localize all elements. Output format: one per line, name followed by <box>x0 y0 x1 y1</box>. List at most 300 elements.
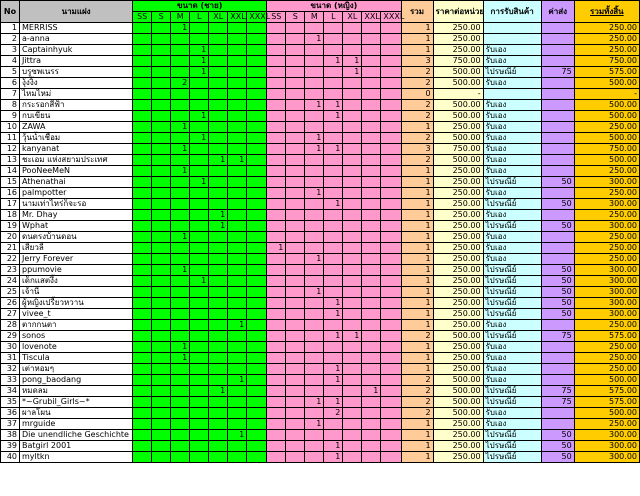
female-size-cell[interactable] <box>343 364 362 375</box>
male-size-cell[interactable] <box>152 56 171 67</box>
grand-total-cell[interactable]: 250.00 <box>574 254 639 265</box>
total-cell[interactable]: 1 <box>401 320 433 331</box>
female-size-cell[interactable] <box>305 364 324 375</box>
female-size-cell[interactable] <box>305 265 324 276</box>
delivery-cell[interactable]: ไปรษณีย์ <box>483 441 541 452</box>
male-size-cell[interactable]: 1 <box>190 56 209 67</box>
male-size-cell[interactable] <box>247 375 267 386</box>
male-size-cell[interactable] <box>133 342 152 353</box>
name-cell[interactable]: pong_baodang <box>20 375 133 386</box>
female-size-cell[interactable] <box>267 221 286 232</box>
female-size-cell[interactable] <box>343 243 362 254</box>
male-size-cell[interactable] <box>152 78 171 89</box>
price-cell[interactable]: 250.00 <box>433 364 483 375</box>
female-size-cell[interactable]: 1 <box>305 100 324 111</box>
shipping-cell[interactable] <box>541 155 574 166</box>
female-size-cell[interactable] <box>381 441 401 452</box>
female-size-cell[interactable]: 1 <box>305 287 324 298</box>
female-size-cell[interactable] <box>343 397 362 408</box>
female-size-cell[interactable] <box>381 45 401 56</box>
delivery-cell[interactable]: ไปรษณีย์ <box>483 452 541 463</box>
female-size-cell[interactable] <box>286 89 305 100</box>
female-size-cell[interactable] <box>362 254 381 265</box>
total-cell[interactable]: 1 <box>401 45 433 56</box>
female-size-cell[interactable] <box>267 210 286 221</box>
male-size-cell[interactable] <box>190 309 209 320</box>
male-size-cell[interactable] <box>228 199 247 210</box>
shipping-cell[interactable] <box>541 419 574 430</box>
delivery-cell[interactable]: ไปรษณีย์ <box>483 331 541 342</box>
male-size-cell[interactable]: 1 <box>209 221 228 232</box>
name-cell[interactable]: lovenote <box>20 342 133 353</box>
female-size-cell[interactable] <box>324 232 343 243</box>
male-size-cell[interactable] <box>247 265 267 276</box>
total-cell[interactable]: 1 <box>401 276 433 287</box>
female-size-cell[interactable] <box>305 298 324 309</box>
row-number-cell[interactable]: 37 <box>1 419 20 430</box>
delivery-cell[interactable]: ไปรษณีย์ <box>483 265 541 276</box>
female-size-cell[interactable] <box>362 265 381 276</box>
row-number-cell[interactable]: 8 <box>1 100 20 111</box>
male-size-cell[interactable] <box>152 89 171 100</box>
female-size-cell[interactable] <box>362 155 381 166</box>
row-number-cell[interactable]: 21 <box>1 243 20 254</box>
female-size-cell[interactable] <box>305 111 324 122</box>
price-cell[interactable]: 250.00 <box>433 210 483 221</box>
male-size-cell[interactable] <box>247 342 267 353</box>
female-size-cell[interactable]: 1 <box>305 188 324 199</box>
grand-total-cell[interactable]: 250.00 <box>574 34 639 45</box>
male-size-cell[interactable] <box>209 430 228 441</box>
male-size-cell[interactable] <box>209 331 228 342</box>
female-size-cell[interactable] <box>362 133 381 144</box>
female-size-cell[interactable] <box>324 342 343 353</box>
female-size-cell[interactable] <box>267 342 286 353</box>
male-size-cell[interactable] <box>247 122 267 133</box>
male-size-cell[interactable] <box>133 45 152 56</box>
female-size-cell[interactable] <box>267 419 286 430</box>
male-size-cell[interactable] <box>209 133 228 144</box>
female-size-cell[interactable] <box>305 122 324 133</box>
male-size-cell[interactable] <box>228 177 247 188</box>
male-size-cell[interactable] <box>152 133 171 144</box>
male-size-cell[interactable] <box>133 441 152 452</box>
row-number-cell[interactable]: 10 <box>1 122 20 133</box>
female-size-cell[interactable] <box>324 78 343 89</box>
female-size-cell[interactable] <box>286 188 305 199</box>
name-cell[interactable]: ZAWA <box>20 122 133 133</box>
female-size-cell[interactable] <box>324 221 343 232</box>
male-size-cell[interactable] <box>171 243 190 254</box>
total-cell[interactable]: 1 <box>401 232 433 243</box>
male-size-cell[interactable] <box>190 265 209 276</box>
female-size-cell[interactable] <box>381 342 401 353</box>
male-size-cell[interactable]: 1 <box>228 375 247 386</box>
row-number-cell[interactable]: 16 <box>1 188 20 199</box>
female-size-cell[interactable] <box>381 34 401 45</box>
header-price[interactable]: ราคาต่อหน่วย <box>433 1 483 23</box>
female-size-cell[interactable] <box>267 45 286 56</box>
total-cell[interactable]: 1 <box>401 34 433 45</box>
male-size-cell[interactable] <box>152 298 171 309</box>
shipping-cell[interactable]: 50 <box>541 287 574 298</box>
female-size-cell[interactable] <box>362 56 381 67</box>
female-size-cell[interactable] <box>267 122 286 133</box>
row-number-cell[interactable]: 9 <box>1 111 20 122</box>
male-size-cell[interactable] <box>247 89 267 100</box>
male-size-cell[interactable] <box>209 364 228 375</box>
row-number-cell[interactable]: 19 <box>1 221 20 232</box>
male-size-cell[interactable] <box>228 419 247 430</box>
delivery-cell[interactable]: ไปรษณีย์ <box>483 199 541 210</box>
total-cell[interactable]: 2 <box>401 386 433 397</box>
female-size-cell[interactable] <box>343 430 362 441</box>
total-cell[interactable]: 3 <box>401 144 433 155</box>
male-size-cell[interactable] <box>133 100 152 111</box>
female-size-cell[interactable] <box>381 221 401 232</box>
female-size-cell[interactable] <box>286 155 305 166</box>
delivery-cell[interactable]: รับเอง <box>483 353 541 364</box>
female-size-cell[interactable] <box>305 452 324 463</box>
female-size-cell[interactable]: 1 <box>362 386 381 397</box>
grand-total-cell[interactable]: 575.00 <box>574 397 639 408</box>
male-size-cell[interactable] <box>133 397 152 408</box>
grand-total-cell[interactable]: 250.00 <box>574 364 639 375</box>
female-size-cell[interactable] <box>286 441 305 452</box>
shipping-cell[interactable] <box>541 89 574 100</box>
female-size-cell[interactable] <box>343 133 362 144</box>
male-size-header[interactable]: L <box>190 12 209 23</box>
price-cell[interactable]: 250.00 <box>433 265 483 276</box>
female-size-cell[interactable]: 1 <box>324 56 343 67</box>
male-size-cell[interactable] <box>152 441 171 452</box>
male-size-cell[interactable] <box>152 265 171 276</box>
female-size-cell[interactable] <box>267 133 286 144</box>
female-size-cell[interactable] <box>381 166 401 177</box>
name-cell[interactable]: ppumovie <box>20 265 133 276</box>
shipping-cell[interactable] <box>541 375 574 386</box>
female-size-cell[interactable] <box>343 177 362 188</box>
total-cell[interactable]: 1 <box>401 254 433 265</box>
female-size-cell[interactable]: 1 <box>305 397 324 408</box>
total-cell[interactable]: 2 <box>401 78 433 89</box>
female-size-cell[interactable] <box>362 45 381 56</box>
female-size-header[interactable]: SS <box>267 12 286 23</box>
delivery-cell[interactable] <box>483 89 541 100</box>
delivery-cell[interactable]: รับเอง <box>483 408 541 419</box>
male-size-cell[interactable] <box>152 287 171 298</box>
male-size-cell[interactable] <box>209 309 228 320</box>
female-size-cell[interactable] <box>324 23 343 34</box>
grand-total-cell[interactable]: 300.00 <box>574 276 639 287</box>
total-cell[interactable]: 1 <box>401 23 433 34</box>
total-cell[interactable]: 1 <box>401 177 433 188</box>
name-cell[interactable]: vivee_t <box>20 309 133 320</box>
female-size-cell[interactable] <box>267 232 286 243</box>
male-size-cell[interactable] <box>209 441 228 452</box>
male-size-cell[interactable] <box>209 287 228 298</box>
shipping-cell[interactable] <box>541 342 574 353</box>
male-size-cell[interactable] <box>190 166 209 177</box>
male-size-cell[interactable] <box>247 441 267 452</box>
male-size-cell[interactable] <box>133 254 152 265</box>
name-cell[interactable]: myltkn <box>20 452 133 463</box>
female-size-cell[interactable] <box>286 221 305 232</box>
header-name[interactable]: นามแฝง <box>20 1 133 23</box>
male-size-cell[interactable] <box>209 265 228 276</box>
male-size-cell[interactable] <box>209 111 228 122</box>
grand-total-cell[interactable]: 500.00 <box>574 155 639 166</box>
female-size-cell[interactable] <box>324 287 343 298</box>
female-size-cell[interactable]: 1 <box>324 309 343 320</box>
row-number-cell[interactable]: 30 <box>1 342 20 353</box>
female-size-cell[interactable] <box>324 188 343 199</box>
delivery-cell[interactable]: ไปรษณีย์ <box>483 298 541 309</box>
row-number-cell[interactable]: 1 <box>1 23 20 34</box>
price-cell[interactable]: 250.00 <box>433 122 483 133</box>
shipping-cell[interactable]: 50 <box>541 430 574 441</box>
female-size-cell[interactable] <box>381 155 401 166</box>
female-size-cell[interactable] <box>305 232 324 243</box>
male-size-cell[interactable] <box>247 177 267 188</box>
male-size-cell[interactable] <box>133 34 152 45</box>
male-size-cell[interactable] <box>247 188 267 199</box>
male-size-cell[interactable] <box>190 221 209 232</box>
delivery-cell[interactable]: ไปรษณีย์ <box>483 276 541 287</box>
row-number-cell[interactable]: 26 <box>1 298 20 309</box>
female-size-cell[interactable] <box>362 276 381 287</box>
male-size-cell[interactable] <box>171 199 190 210</box>
male-size-cell[interactable] <box>247 56 267 67</box>
row-number-cell[interactable]: 15 <box>1 177 20 188</box>
grand-total-cell[interactable]: 250.00 <box>574 320 639 331</box>
male-size-cell[interactable] <box>152 320 171 331</box>
female-size-cell[interactable] <box>267 452 286 463</box>
female-size-cell[interactable] <box>305 155 324 166</box>
price-cell[interactable]: 750.00 <box>433 144 483 155</box>
male-size-cell[interactable] <box>133 298 152 309</box>
male-size-cell[interactable] <box>171 100 190 111</box>
female-size-cell[interactable] <box>305 89 324 100</box>
male-size-cell[interactable] <box>209 243 228 254</box>
price-cell[interactable]: 500.00 <box>433 155 483 166</box>
female-size-cell[interactable] <box>343 155 362 166</box>
male-size-cell[interactable] <box>190 232 209 243</box>
female-size-cell[interactable] <box>286 386 305 397</box>
male-size-cell[interactable] <box>247 276 267 287</box>
female-size-cell[interactable] <box>381 243 401 254</box>
total-cell[interactable]: 2 <box>401 111 433 122</box>
row-number-cell[interactable]: 35 <box>1 397 20 408</box>
male-size-cell[interactable] <box>190 122 209 133</box>
male-size-cell[interactable] <box>133 265 152 276</box>
row-number-cell[interactable]: 38 <box>1 430 20 441</box>
male-size-cell[interactable] <box>171 210 190 221</box>
grand-total-cell[interactable]: 500.00 <box>574 78 639 89</box>
male-size-cell[interactable] <box>209 78 228 89</box>
female-size-cell[interactable] <box>343 276 362 287</box>
female-size-cell[interactable] <box>324 67 343 78</box>
male-size-cell[interactable] <box>171 67 190 78</box>
female-size-cell[interactable] <box>362 210 381 221</box>
delivery-cell[interactable]: รับเอง <box>483 133 541 144</box>
female-size-cell[interactable] <box>267 430 286 441</box>
female-size-cell[interactable] <box>362 78 381 89</box>
male-size-cell[interactable] <box>152 375 171 386</box>
row-number-cell[interactable]: 17 <box>1 199 20 210</box>
price-cell[interactable]: 500.00 <box>433 100 483 111</box>
total-cell[interactable]: 1 <box>401 298 433 309</box>
male-size-cell[interactable] <box>228 23 247 34</box>
name-cell[interactable]: บรูซพเนรร <box>20 67 133 78</box>
delivery-cell[interactable]: รับเอง <box>483 342 541 353</box>
price-cell[interactable]: 250.00 <box>433 188 483 199</box>
name-cell[interactable]: Jerry Forever <box>20 254 133 265</box>
female-size-cell[interactable]: 1 <box>324 452 343 463</box>
header-male-sizes[interactable]: ขนาด (ชาย) <box>133 1 267 12</box>
male-size-cell[interactable] <box>171 111 190 122</box>
name-cell[interactable]: PooNeeMeN <box>20 166 133 177</box>
female-size-cell[interactable] <box>362 144 381 155</box>
male-size-cell[interactable]: 1 <box>190 177 209 188</box>
male-size-cell[interactable] <box>152 408 171 419</box>
female-size-cell[interactable] <box>362 441 381 452</box>
price-cell[interactable]: 250.00 <box>433 166 483 177</box>
male-size-cell[interactable] <box>133 287 152 298</box>
shipping-cell[interactable] <box>541 144 574 155</box>
female-size-cell[interactable] <box>381 210 401 221</box>
shipping-cell[interactable]: 50 <box>541 199 574 210</box>
male-size-cell[interactable] <box>152 364 171 375</box>
female-size-cell[interactable] <box>381 89 401 100</box>
price-cell[interactable]: 750.00 <box>433 56 483 67</box>
male-size-cell[interactable] <box>190 144 209 155</box>
shipping-cell[interactable] <box>541 100 574 111</box>
female-size-cell[interactable] <box>267 144 286 155</box>
female-size-cell[interactable] <box>286 287 305 298</box>
female-size-cell[interactable] <box>286 243 305 254</box>
male-size-cell[interactable] <box>152 232 171 243</box>
delivery-cell[interactable]: รับเอง <box>483 111 541 122</box>
male-size-cell[interactable] <box>209 188 228 199</box>
delivery-cell[interactable]: รับเอง <box>483 144 541 155</box>
delivery-cell[interactable]: รับเอง <box>483 100 541 111</box>
male-size-cell[interactable] <box>171 397 190 408</box>
male-size-cell[interactable] <box>152 331 171 342</box>
grand-total-cell[interactable]: 500.00 <box>574 375 639 386</box>
female-size-cell[interactable] <box>381 298 401 309</box>
female-size-cell[interactable]: 1 <box>305 254 324 265</box>
female-size-cell[interactable] <box>267 188 286 199</box>
shipping-cell[interactable]: 50 <box>541 298 574 309</box>
male-size-cell[interactable] <box>171 34 190 45</box>
total-cell[interactable]: 2 <box>401 408 433 419</box>
female-size-cell[interactable] <box>381 397 401 408</box>
male-size-cell[interactable] <box>247 199 267 210</box>
male-size-cell[interactable] <box>190 375 209 386</box>
male-size-cell[interactable] <box>190 100 209 111</box>
shipping-cell[interactable] <box>541 56 574 67</box>
male-size-cell[interactable] <box>228 254 247 265</box>
header-total[interactable]: รวม <box>401 1 433 23</box>
female-size-cell[interactable] <box>267 331 286 342</box>
male-size-cell[interactable] <box>228 243 247 254</box>
delivery-cell[interactable]: รับเอง <box>483 210 541 221</box>
male-size-cell[interactable] <box>209 419 228 430</box>
female-size-cell[interactable] <box>381 133 401 144</box>
total-cell[interactable]: 2 <box>401 331 433 342</box>
total-cell[interactable]: 1 <box>401 342 433 353</box>
female-size-cell[interactable] <box>343 287 362 298</box>
female-size-cell[interactable] <box>362 320 381 331</box>
shipping-cell[interactable]: 75 <box>541 386 574 397</box>
female-size-cell[interactable]: 1 <box>343 67 362 78</box>
price-cell[interactable]: 250.00 <box>433 177 483 188</box>
price-cell[interactable]: 500.00 <box>433 67 483 78</box>
female-size-cell[interactable] <box>305 177 324 188</box>
female-size-cell[interactable] <box>286 133 305 144</box>
delivery-cell[interactable]: ไปรษณีย์ <box>483 177 541 188</box>
male-size-cell[interactable] <box>190 441 209 452</box>
total-cell[interactable]: 1 <box>401 122 433 133</box>
male-size-cell[interactable] <box>133 177 152 188</box>
price-cell[interactable]: 250.00 <box>433 441 483 452</box>
female-size-cell[interactable] <box>381 122 401 133</box>
female-size-cell[interactable] <box>324 276 343 287</box>
name-cell[interactable]: sonos <box>20 331 133 342</box>
female-size-cell[interactable] <box>267 375 286 386</box>
name-cell[interactable]: ผาลโผน <box>20 408 133 419</box>
female-size-cell[interactable] <box>267 287 286 298</box>
total-cell[interactable]: 1 <box>401 210 433 221</box>
price-cell[interactable]: 250.00 <box>433 430 483 441</box>
female-size-cell[interactable] <box>286 45 305 56</box>
shipping-cell[interactable] <box>541 34 574 45</box>
total-cell[interactable]: 2 <box>401 67 433 78</box>
male-size-cell[interactable] <box>152 155 171 166</box>
shipping-cell[interactable] <box>541 243 574 254</box>
female-size-cell[interactable] <box>286 342 305 353</box>
female-size-cell[interactable] <box>267 177 286 188</box>
male-size-cell[interactable] <box>152 188 171 199</box>
row-number-cell[interactable]: 6 <box>1 78 20 89</box>
row-number-cell[interactable]: 29 <box>1 331 20 342</box>
delivery-cell[interactable]: รับเอง <box>483 364 541 375</box>
male-size-cell[interactable] <box>133 364 152 375</box>
female-size-cell[interactable]: 1 <box>324 331 343 342</box>
male-size-cell[interactable] <box>133 430 152 441</box>
male-size-cell[interactable] <box>247 133 267 144</box>
female-size-cell[interactable]: 1 <box>324 397 343 408</box>
male-size-cell[interactable] <box>190 331 209 342</box>
female-size-cell[interactable] <box>267 199 286 210</box>
female-size-cell[interactable] <box>305 221 324 232</box>
grand-total-cell[interactable]: 300.00 <box>574 199 639 210</box>
grand-total-cell[interactable]: 250.00 <box>574 243 639 254</box>
shipping-cell[interactable]: 75 <box>541 331 574 342</box>
female-size-cell[interactable] <box>286 364 305 375</box>
grand-total-cell[interactable]: 500.00 <box>574 100 639 111</box>
male-size-cell[interactable] <box>171 45 190 56</box>
male-size-cell[interactable] <box>247 331 267 342</box>
female-size-cell[interactable] <box>324 430 343 441</box>
male-size-cell[interactable] <box>190 419 209 430</box>
grand-total-cell[interactable]: 300.00 <box>574 452 639 463</box>
male-size-cell[interactable] <box>190 408 209 419</box>
female-size-cell[interactable] <box>362 397 381 408</box>
male-size-cell[interactable] <box>247 111 267 122</box>
male-size-cell[interactable]: 1 <box>228 430 247 441</box>
